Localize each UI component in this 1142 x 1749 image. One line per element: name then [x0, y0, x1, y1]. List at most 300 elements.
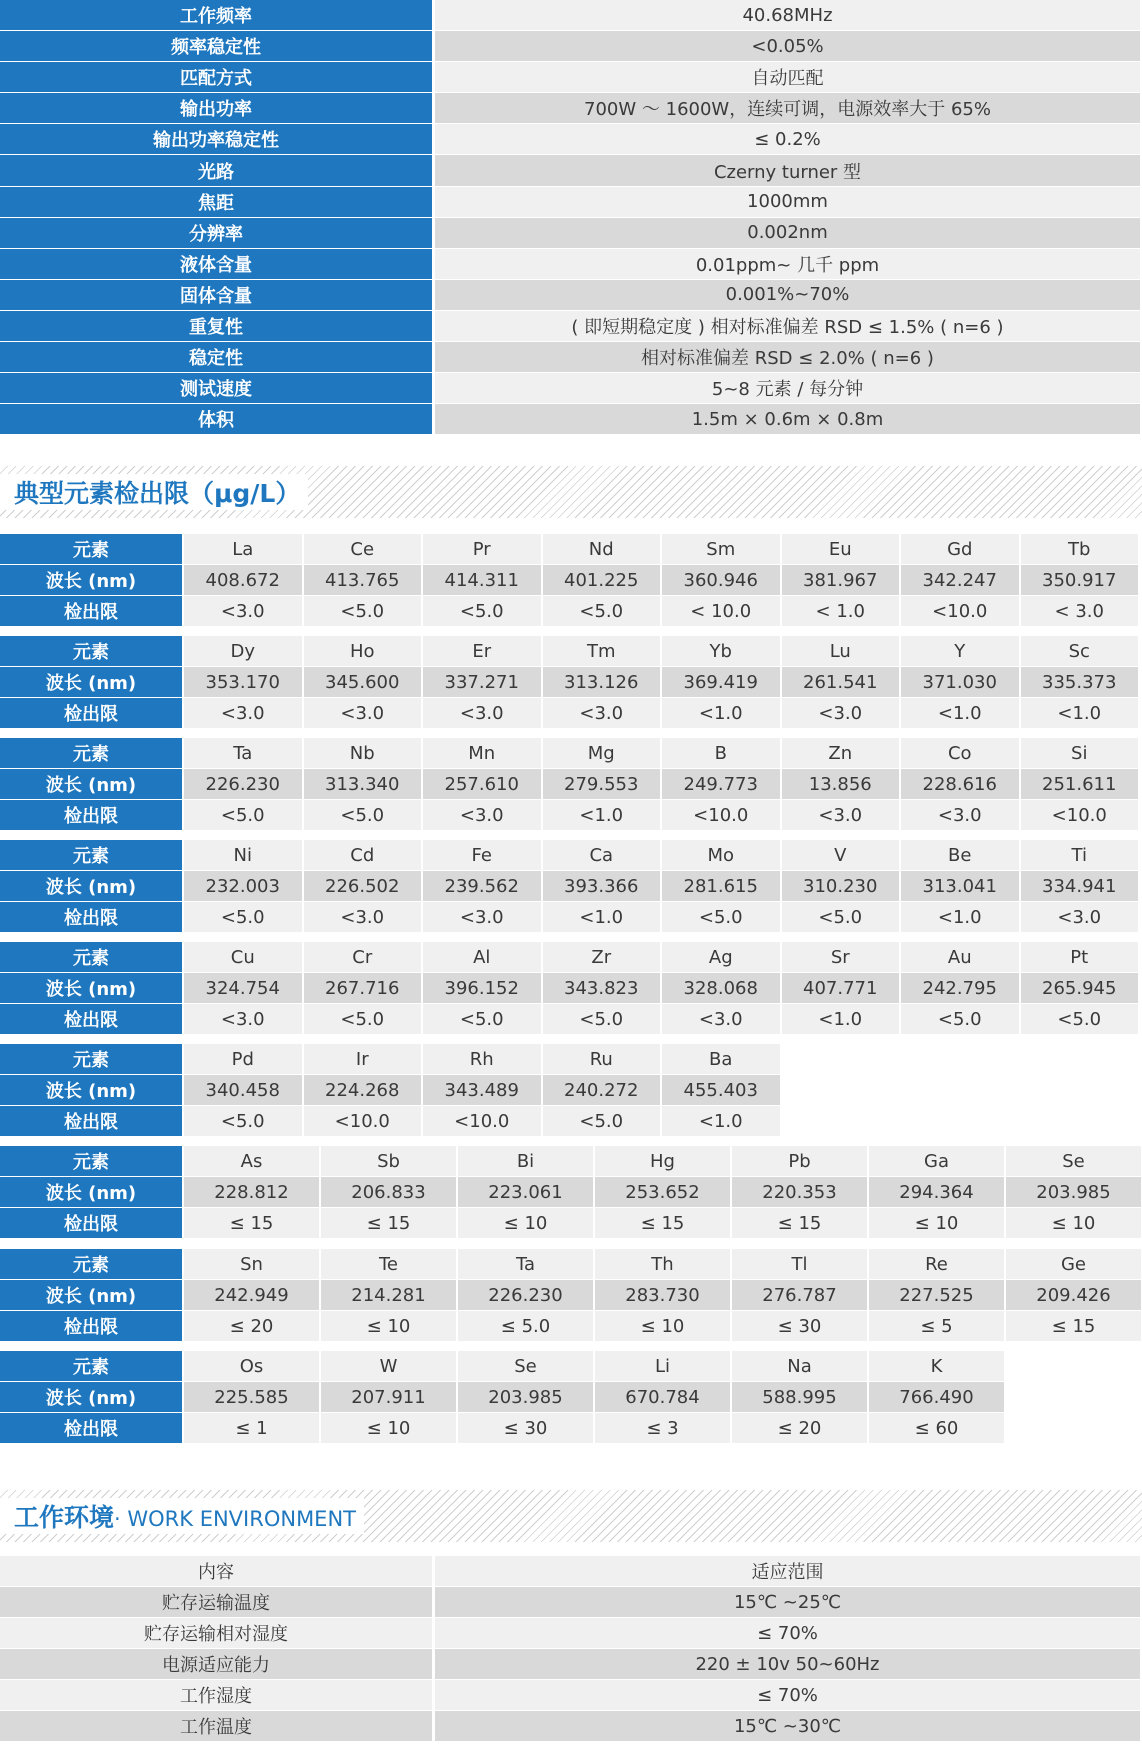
element-name-cell: Dy [184, 636, 302, 667]
element-name-cell: Li [595, 1351, 730, 1382]
env-row [0, 1649, 1140, 1680]
element-group-row [0, 596, 1138, 627]
spec-label: 光路 [0, 155, 432, 186]
wavelength-cell: 343.489 [423, 1075, 541, 1106]
wavelength-cell: 335.373 [1021, 667, 1139, 698]
element-group [0, 1351, 1004, 1444]
spec-label: 固体含量 [0, 280, 432, 311]
wavelength-cell: 209.426 [1006, 1280, 1141, 1311]
element-name-cell: Co [901, 738, 1019, 769]
element-name-cell: Ag [662, 942, 780, 973]
element-group-row [0, 1382, 1004, 1413]
element-name-cell: Ta [458, 1249, 593, 1280]
element-name-cell: Ir [304, 1044, 422, 1075]
wavelength-cell: 413.765 [304, 565, 422, 596]
detection-limit-cell: <5.0 [782, 902, 900, 933]
row-label: 波长 (nm) [0, 871, 182, 902]
element-name-cell: Gd [901, 534, 1019, 565]
detection-limit-cell: ≤ 15 [595, 1208, 730, 1239]
detection-limit-cell: <5.0 [184, 1106, 302, 1137]
spec-value: 0.001%~70% [435, 280, 1140, 311]
wavelength-cell: 381.967 [782, 565, 900, 596]
element-name-cell: Al [423, 942, 541, 973]
wavelength-cell: 340.458 [184, 1075, 302, 1106]
wavelength-cell: 239.562 [423, 871, 541, 902]
element-group [0, 840, 1138, 933]
detection-limit-cell: <1.0 [543, 902, 661, 933]
element-group [0, 534, 1138, 627]
work-environment-subtitle: · WORK ENVIRONMENT [114, 1507, 356, 1531]
row-label: 检出限 [0, 1004, 182, 1035]
detection-limit-cell: <3.0 [184, 698, 302, 729]
wavelength-cell: 242.795 [901, 973, 1019, 1004]
wavelength-cell: 242.949 [184, 1280, 319, 1311]
env-item: 内容 [0, 1556, 432, 1587]
banner-text [0, 1498, 364, 1534]
element-name-cell: Zn [782, 738, 900, 769]
spec-row [0, 31, 1140, 62]
env-row [0, 1587, 1140, 1618]
wavelength-cell: 232.003 [184, 871, 302, 902]
element-name-cell: Ba [662, 1044, 780, 1075]
element-name-cell: Th [595, 1249, 730, 1280]
detection-limit-cell: ≤ 10 [1006, 1208, 1141, 1239]
wavelength-cell: 253.652 [595, 1177, 730, 1208]
env-range: 15℃ ~30℃ [435, 1711, 1140, 1742]
work-environment-banner [0, 1490, 1142, 1542]
element-name-cell: Sm [662, 534, 780, 565]
spec-label: 频率稳定性 [0, 31, 432, 62]
element-group-row [0, 1004, 1138, 1035]
row-label: 检出限 [0, 1311, 182, 1342]
row-label: 波长 (nm) [0, 667, 182, 698]
row-label: 元素 [0, 738, 182, 769]
env-range: 适应范围 [435, 1556, 1140, 1587]
detection-limit-cell: <10.0 [662, 800, 780, 831]
element-group-row [0, 902, 1138, 933]
element-group-row [0, 698, 1138, 729]
element-name-cell: K [869, 1351, 1004, 1382]
env-row [0, 1711, 1140, 1742]
element-name-cell: Zr [543, 942, 661, 973]
element-name-cell: Y [901, 636, 1019, 667]
detection-limit-cell: ≤ 20 [732, 1413, 867, 1444]
row-label: 检出限 [0, 596, 182, 627]
row-label: 波长 (nm) [0, 565, 182, 596]
wavelength-cell: 214.281 [321, 1280, 456, 1311]
row-label: 检出限 [0, 902, 182, 933]
element-name-cell: Ge [1006, 1249, 1141, 1280]
spec-table [0, 0, 1140, 435]
env-table [0, 1556, 1140, 1742]
element-name-cell: Tl [732, 1249, 867, 1280]
wavelength-cell: 360.946 [662, 565, 780, 596]
spec-label: 匹配方式 [0, 62, 432, 93]
element-name-cell: Sb [321, 1146, 456, 1177]
element-name-cell: Fe [423, 840, 541, 871]
wavelength-cell: 240.272 [543, 1075, 661, 1106]
wavelength-cell: 350.917 [1021, 565, 1139, 596]
spec-value: 1000mm [435, 187, 1140, 218]
wavelength-cell: 371.030 [901, 667, 1019, 698]
wavelength-cell: 408.672 [184, 565, 302, 596]
element-name-cell: Ta [184, 738, 302, 769]
detection-limit-cell: <3.0 [662, 1004, 780, 1035]
element-name-cell: Pt [1021, 942, 1139, 973]
row-label: 检出限 [0, 800, 182, 831]
detection-limit-cell: ≤ 10 [869, 1208, 1004, 1239]
element-group-row [0, 565, 1138, 596]
row-label: 检出限 [0, 1413, 182, 1444]
spec-label: 工作频率 [0, 0, 432, 31]
element-name-cell: W [321, 1351, 456, 1382]
env-item: 贮存运输温度 [0, 1587, 432, 1618]
wavelength-cell: 766.490 [869, 1382, 1004, 1413]
spec-row [0, 280, 1140, 311]
wavelength-cell: 223.061 [458, 1177, 593, 1208]
element-name-cell: Cd [304, 840, 422, 871]
wavelength-cell: 267.716 [304, 973, 422, 1004]
wavelength-cell: 396.152 [423, 973, 541, 1004]
element-group-row [0, 800, 1138, 831]
wavelength-cell: 324.754 [184, 973, 302, 1004]
row-label: 元素 [0, 942, 182, 973]
detection-limit-cell: <5.0 [304, 800, 422, 831]
wavelength-cell: 226.230 [458, 1280, 593, 1311]
element-name-cell: Be [901, 840, 1019, 871]
element-group-row [0, 769, 1138, 800]
wavelength-cell: 279.553 [543, 769, 661, 800]
wavelength-cell: 670.784 [595, 1382, 730, 1413]
element-name-cell: Lu [782, 636, 900, 667]
row-label: 元素 [0, 534, 182, 565]
detection-limit-cell: <5.0 [543, 596, 661, 627]
spec-row [0, 93, 1140, 124]
detection-limit-cell: ≤ 15 [321, 1208, 456, 1239]
element-group-row [0, 1044, 780, 1075]
wavelength-cell: 294.364 [869, 1177, 1004, 1208]
detection-limit-cell: ≤ 1 [184, 1413, 319, 1444]
element-name-cell: Cr [304, 942, 422, 973]
element-name-cell: Cu [184, 942, 302, 973]
element-group-row [0, 1106, 780, 1137]
spec-label: 输出功率稳定性 [0, 124, 432, 155]
detection-limit-cell: <3.0 [184, 596, 302, 627]
element-name-cell: Sr [782, 942, 900, 973]
spec-row [0, 373, 1140, 404]
row-label: 波长 (nm) [0, 769, 182, 800]
wavelength-cell: 369.419 [662, 667, 780, 698]
element-group-row [0, 840, 1138, 871]
element-name-cell: Si [1021, 738, 1139, 769]
wavelength-cell: 203.985 [458, 1382, 593, 1413]
detection-limit-cell: <3.0 [423, 902, 541, 933]
spec-label: 稳定性 [0, 342, 432, 373]
detection-limit-cell: ≤ 20 [184, 1311, 319, 1342]
detection-limit-cell: <5.0 [901, 1004, 1019, 1035]
spec-label: 焦距 [0, 187, 432, 218]
element-group-row [0, 973, 1138, 1004]
element-group-row [0, 1146, 1141, 1177]
spec-value: 自动匹配 [435, 62, 1140, 93]
spec-value: 40.68MHz [435, 0, 1140, 31]
wavelength-cell: 345.600 [304, 667, 422, 698]
spec-value: 700W ～ 1600W，连续可调，电源效率大于 65% [435, 93, 1140, 124]
env-range: ≤ 70% [435, 1618, 1140, 1649]
detection-limit-cell: <5.0 [543, 1004, 661, 1035]
detection-limit-cell: <5.0 [184, 800, 302, 831]
element-name-cell: Mg [543, 738, 661, 769]
element-name-cell: Mo [662, 840, 780, 871]
row-label: 波长 (nm) [0, 1382, 182, 1413]
element-group-row [0, 1351, 1004, 1382]
element-name-cell: Yb [662, 636, 780, 667]
env-header-row [0, 1556, 1140, 1587]
spec-label: 输出功率 [0, 93, 432, 124]
spec-label: 体积 [0, 404, 432, 435]
detection-limit-cell: < 3.0 [1021, 596, 1139, 627]
spec-row [0, 187, 1140, 218]
detection-limit-cell: <3.0 [184, 1004, 302, 1035]
element-group-row [0, 667, 1138, 698]
element-name-cell: Tm [543, 636, 661, 667]
detection-limit-cell: <1.0 [901, 698, 1019, 729]
row-label: 元素 [0, 840, 182, 871]
element-name-cell: Ga [869, 1146, 1004, 1177]
detection-limit-cell: <5.0 [423, 1004, 541, 1035]
env-row [0, 1618, 1140, 1649]
env-item: 工作温度 [0, 1711, 432, 1742]
element-group [0, 942, 1138, 1035]
spec-row [0, 0, 1140, 31]
spec-row [0, 342, 1140, 373]
wavelength-cell: 310.230 [782, 871, 900, 902]
detection-limit-cell: ≤ 15 [184, 1208, 319, 1239]
element-group [0, 1146, 1141, 1239]
spec-value: ≤ 0.2% [435, 124, 1140, 155]
spec-row [0, 249, 1140, 280]
wavelength-cell: 343.823 [543, 973, 661, 1004]
element-name-cell: Nb [304, 738, 422, 769]
row-label: 波长 (nm) [0, 1280, 182, 1311]
detection-limit-cell: <3.0 [423, 698, 541, 729]
wavelength-cell: 228.616 [901, 769, 1019, 800]
spec-row [0, 311, 1140, 342]
detection-limit-cell: ≤ 5.0 [458, 1311, 593, 1342]
wavelength-cell: 588.995 [732, 1382, 867, 1413]
row-label: 元素 [0, 1351, 182, 1382]
wavelength-cell: 228.812 [184, 1177, 319, 1208]
detection-limit-cell: <3.0 [304, 698, 422, 729]
element-group-row [0, 1208, 1141, 1239]
wavelength-cell: 281.615 [662, 871, 780, 902]
wavelength-cell: 393.366 [543, 871, 661, 902]
spec-row [0, 62, 1140, 93]
element-group [0, 738, 1138, 831]
element-name-cell: Er [423, 636, 541, 667]
element-name-cell: Pr [423, 534, 541, 565]
element-name-cell: Mn [423, 738, 541, 769]
detection-limit-cell: <1.0 [662, 698, 780, 729]
detection-limit-cell: <10.0 [423, 1106, 541, 1137]
detection-limit-cell: <10.0 [1021, 800, 1139, 831]
wavelength-cell: 313.340 [304, 769, 422, 800]
element-group-row [0, 1311, 1141, 1342]
element-name-cell: Sn [184, 1249, 319, 1280]
spec-value: 5~8 元素 / 每分钟 [435, 373, 1140, 404]
wavelength-cell: 334.941 [1021, 871, 1139, 902]
detection-limit-cell: < 1.0 [782, 596, 900, 627]
spec-label: 测试速度 [0, 373, 432, 404]
detection-limit-cell: <1.0 [543, 800, 661, 831]
detection-limit-cell: <5.0 [184, 902, 302, 933]
row-label: 检出限 [0, 698, 182, 729]
wavelength-cell: 265.945 [1021, 973, 1139, 1004]
wavelength-cell: 203.985 [1006, 1177, 1141, 1208]
spec-row [0, 124, 1140, 155]
detection-limit-cell: < 10.0 [662, 596, 780, 627]
element-name-cell: Eu [782, 534, 900, 565]
detection-limit-cell: <3.0 [423, 800, 541, 831]
wavelength-cell: 353.170 [184, 667, 302, 698]
detection-limit-cell: ≤ 30 [732, 1311, 867, 1342]
wavelength-cell: 328.068 [662, 973, 780, 1004]
element-group-row [0, 1413, 1004, 1444]
wavelength-cell: 226.502 [304, 871, 422, 902]
wavelength-cell: 337.271 [423, 667, 541, 698]
detection-limit-cell: <3.0 [1021, 902, 1139, 933]
detection-limit-banner [0, 466, 1142, 518]
detection-limit-cell: ≤ 10 [321, 1311, 456, 1342]
wavelength-cell: 257.610 [423, 769, 541, 800]
spec-value: 0.01ppm~ 几千 ppm [435, 249, 1140, 280]
row-label: 元素 [0, 636, 182, 667]
env-item: 贮存运输相对湿度 [0, 1618, 432, 1649]
wavelength-cell: 342.247 [901, 565, 1019, 596]
detection-limit-cell: <5.0 [304, 1004, 422, 1035]
wavelength-cell: 220.353 [732, 1177, 867, 1208]
element-group-row [0, 942, 1138, 973]
spec-value: 1.5m × 0.6m × 0.8m [435, 404, 1140, 435]
element-name-cell: Ce [304, 534, 422, 565]
work-environment-title: 工作环境 [14, 1503, 115, 1532]
detection-limit-cell: ≤ 60 [869, 1413, 1004, 1444]
element-name-cell: Pb [732, 1146, 867, 1177]
detection-limit-cell: <5.0 [423, 596, 541, 627]
wavelength-cell: 251.611 [1021, 769, 1139, 800]
detection-limit-cell: ≤ 10 [321, 1413, 456, 1444]
wavelength-cell: 401.225 [543, 565, 661, 596]
element-name-cell: Tb [1021, 534, 1139, 565]
element-group-row [0, 738, 1138, 769]
spec-row [0, 218, 1140, 249]
detection-limit-cell: <1.0 [782, 1004, 900, 1035]
element-group-row [0, 1075, 780, 1106]
env-item: 工作湿度 [0, 1680, 432, 1711]
element-name-cell: Te [321, 1249, 456, 1280]
env-row [0, 1680, 1140, 1711]
row-label: 检出限 [0, 1106, 182, 1137]
wavelength-cell: 261.541 [782, 667, 900, 698]
wavelength-cell: 226.230 [184, 769, 302, 800]
wavelength-cell: 13.856 [782, 769, 900, 800]
row-label: 元素 [0, 1146, 182, 1177]
element-name-cell: As [184, 1146, 319, 1177]
wavelength-cell: 313.041 [901, 871, 1019, 902]
element-group [0, 636, 1138, 729]
env-range: 220 ± 10v 50~60Hz [435, 1649, 1140, 1680]
wavelength-cell: 414.311 [423, 565, 541, 596]
detection-limit-cell: ≤ 10 [595, 1311, 730, 1342]
wavelength-cell: 313.126 [543, 667, 661, 698]
row-label: 波长 (nm) [0, 973, 182, 1004]
wavelength-cell: 225.585 [184, 1382, 319, 1413]
wavelength-cell: 407.771 [782, 973, 900, 1004]
element-name-cell: Nd [543, 534, 661, 565]
element-name-cell: Re [869, 1249, 1004, 1280]
detection-limit-cell: ≤ 15 [732, 1208, 867, 1239]
row-label: 波长 (nm) [0, 1075, 182, 1106]
element-name-cell: Sc [1021, 636, 1139, 667]
element-name-cell: Ho [304, 636, 422, 667]
spec-label: 重复性 [0, 311, 432, 342]
element-name-cell: Pd [184, 1044, 302, 1075]
element-group [0, 1249, 1141, 1342]
element-name-cell: Se [1006, 1146, 1141, 1177]
wavelength-cell: 227.525 [869, 1280, 1004, 1311]
element-name-cell: Ti [1021, 840, 1139, 871]
detection-limit-title: 典型元素检出限（μg/L） [14, 479, 301, 508]
element-group [0, 1044, 780, 1137]
detection-limit-cell: ≤ 30 [458, 1413, 593, 1444]
detection-limit-cell: <5.0 [543, 1106, 661, 1137]
element-group-row [0, 1177, 1141, 1208]
element-name-cell: Bi [458, 1146, 593, 1177]
element-name-cell: Ca [543, 840, 661, 871]
wavelength-cell: 249.773 [662, 769, 780, 800]
element-name-cell: Au [901, 942, 1019, 973]
element-name-cell: Os [184, 1351, 319, 1382]
element-name-cell: Hg [595, 1146, 730, 1177]
element-name-cell: V [782, 840, 900, 871]
element-name-cell: Rh [423, 1044, 541, 1075]
spec-row [0, 155, 1140, 186]
element-group-row [0, 871, 1138, 902]
spec-label: 分辨率 [0, 218, 432, 249]
element-group-row [0, 636, 1138, 667]
row-label: 检出限 [0, 1208, 182, 1239]
spec-value: 相对标准偏差 RSD ≤ 2.0% ( n=6 ) [435, 342, 1140, 373]
row-label: 波长 (nm) [0, 1177, 182, 1208]
element-name-cell: B [662, 738, 780, 769]
detection-limit-cell: <5.0 [662, 902, 780, 933]
detection-limit-cell: ≤ 10 [458, 1208, 593, 1239]
detection-limit-cell: <3.0 [782, 698, 900, 729]
element-group-row [0, 1280, 1141, 1311]
wavelength-cell: 276.787 [732, 1280, 867, 1311]
banner-text [0, 474, 308, 510]
wavelength-cell: 283.730 [595, 1280, 730, 1311]
detection-limit-cell: <3.0 [901, 800, 1019, 831]
detection-limit-cell: <10.0 [304, 1106, 422, 1137]
detection-limit-cell: ≤ 5 [869, 1311, 1004, 1342]
detection-limit-cell: ≤ 15 [1006, 1311, 1141, 1342]
element-name-cell: Se [458, 1351, 593, 1382]
row-label: 元素 [0, 1249, 182, 1280]
detection-limit-cell: <1.0 [1021, 698, 1139, 729]
detection-limit-cell: <1.0 [901, 902, 1019, 933]
wavelength-cell: 207.911 [321, 1382, 456, 1413]
